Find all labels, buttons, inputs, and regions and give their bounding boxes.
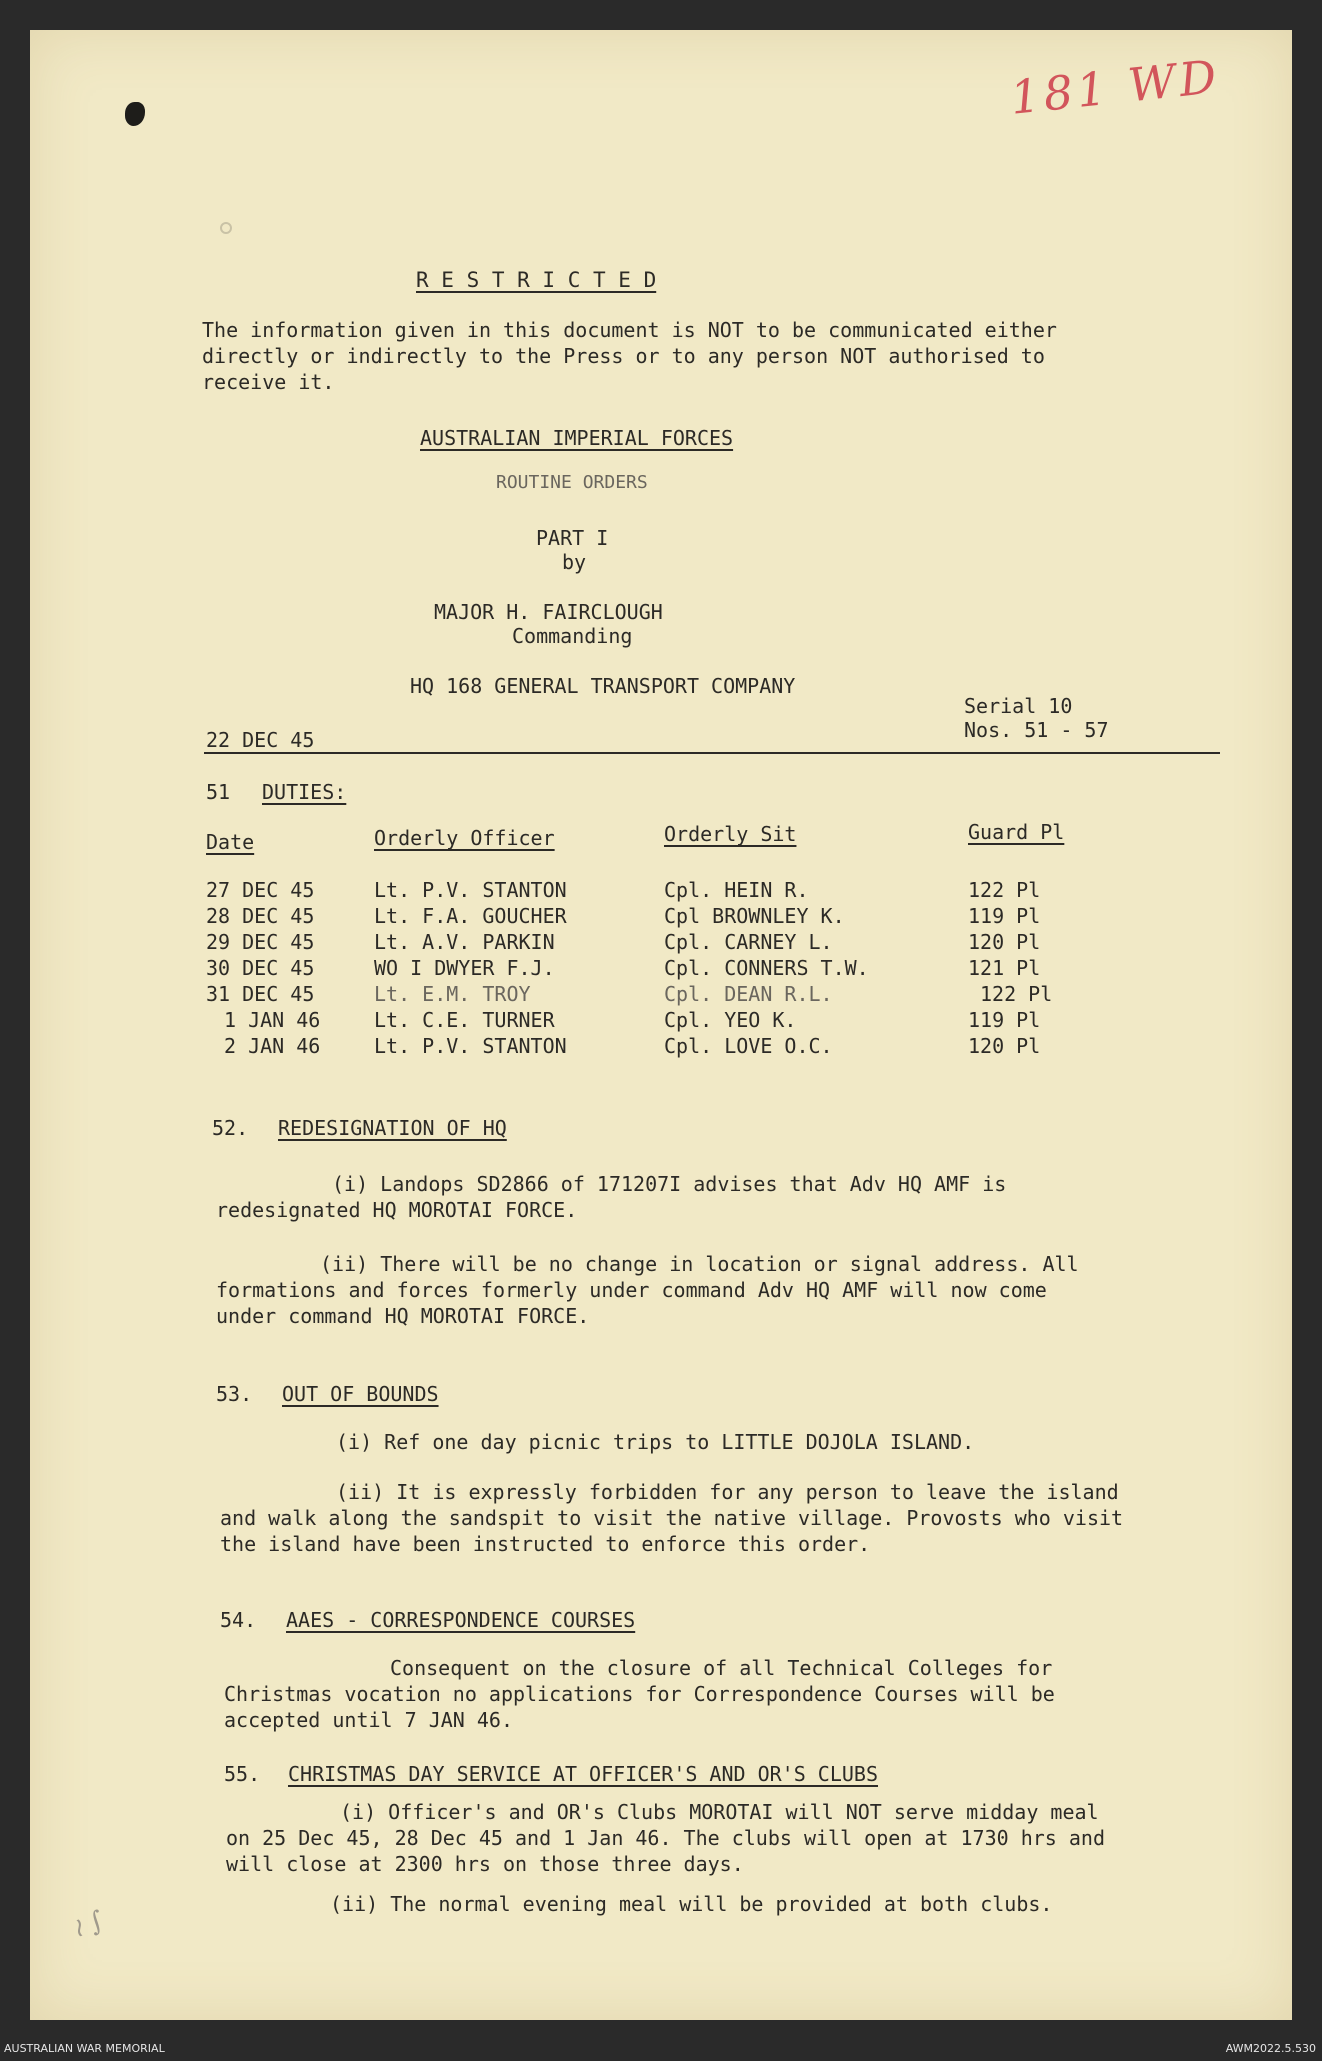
- section-number: 52.: [212, 1116, 249, 1140]
- orders-title: ROUTINE ORDERS: [496, 472, 648, 493]
- col-header-sgt: Orderly Sit: [664, 822, 797, 846]
- notice-line-3: receive it.: [202, 370, 335, 394]
- duty-sgt: Cpl. LOVE O.C.: [664, 1034, 833, 1058]
- section-title-correspondence: AAES - CORRESPONDENCE COURSES: [286, 1608, 636, 1632]
- paragraph-line: redesignated HQ MOROTAI FORCE.: [216, 1198, 578, 1222]
- table-row: [30, 1034, 1292, 1060]
- col-header-date: Date: [206, 830, 255, 854]
- duty-officer: Lt. P.V. STANTON: [374, 878, 567, 902]
- section-number: 55.: [224, 1762, 261, 1786]
- duty-date: 29 DEC 45: [206, 930, 315, 954]
- paragraph-line: accepted until 7 JAN 46.: [224, 1708, 513, 1732]
- footer-accession-number: AWM2022.5.530: [1225, 2042, 1316, 2055]
- duty-guard: 121 Pl: [968, 956, 1041, 980]
- duty-officer: Lt. F.A. GOUCHER: [374, 904, 567, 928]
- notice-line-2: directly or indirectly to the Press or to any person NOT authorised to: [202, 344, 1045, 368]
- duty-sgt: Cpl. CARNEY L.: [664, 930, 833, 954]
- paragraph-line: (i) Ref one day picnic trips to LITTLE DOJOLA ISLAND.: [336, 1430, 975, 1454]
- duty-guard: 122 Pl: [968, 878, 1041, 902]
- section-number: 54.: [220, 1608, 257, 1632]
- paragraph-line: Consequent on the closure of all Technical Colleges for: [390, 1656, 1053, 1680]
- paragraph-line: (i) Landops SD2866 of 171207I advises that Adv HQ AMF is: [332, 1172, 1007, 1196]
- notice-line-1: The information given in this document is NOT to be communicated either: [202, 318, 1057, 342]
- table-row: [30, 956, 1292, 982]
- duty-guard: 119 Pl: [968, 904, 1041, 928]
- paragraph-line: (ii) The normal evening meal will be provided at both clubs.: [330, 1892, 1053, 1916]
- paragraph-line: under command HQ MOROTAI FORCE.: [216, 1304, 590, 1328]
- duty-guard: 120 Pl: [968, 1034, 1041, 1058]
- restricted-heading: R E S T R I C T E D: [416, 268, 657, 292]
- section-title-duties: DUTIES:: [262, 780, 347, 804]
- paragraph-line: (ii) There will be no change in location or signal address. All: [320, 1252, 1079, 1276]
- duty-date: 28 DEC 45: [206, 904, 315, 928]
- duty-sgt: Cpl. CONNERS T.W.: [664, 956, 869, 980]
- serial-number: Serial 10: [964, 694, 1073, 718]
- section-title-out-of-bounds: OUT OF BOUNDS: [282, 1382, 439, 1406]
- duty-guard: 120 Pl: [968, 930, 1041, 954]
- staple-mark: [220, 222, 232, 234]
- duty-date: 27 DEC 45: [206, 878, 315, 902]
- part-label: PART I: [536, 526, 609, 550]
- footer-credit: AUSTRALIAN WAR MEMORIAL: [4, 2042, 165, 2055]
- paragraph-line: and walk along the sandspit to visit the native village. Provosts who visit: [220, 1506, 1124, 1530]
- duty-sgt: Cpl BROWNLEY K.: [664, 904, 845, 928]
- order-numbers: Nos. 51 - 57: [964, 718, 1109, 742]
- org-title: AUSTRALIAN IMPERIAL FORCES: [420, 426, 734, 450]
- duty-guard: 119 Pl: [968, 1008, 1041, 1032]
- commanding-label: Commanding: [512, 624, 633, 648]
- duty-guard: 122 Pl: [980, 982, 1053, 1006]
- duty-officer: Lt. E.M. TROY: [374, 982, 531, 1006]
- unit-name: HQ 168 GENERAL TRANSPORT COMPANY: [410, 674, 796, 698]
- col-header-guard: Guard Pl: [968, 820, 1065, 844]
- table-row: [30, 904, 1292, 930]
- document-page: [30, 30, 1292, 2020]
- pencil-annotation: ≀ ∫: [67, 1905, 108, 1945]
- duty-sgt: Cpl. HEIN R.: [664, 878, 809, 902]
- section-title-redesignation: REDESIGNATION OF HQ: [278, 1116, 507, 1140]
- table-row: [30, 1008, 1292, 1034]
- duty-date: 30 DEC 45: [206, 956, 315, 980]
- punch-hole: [125, 102, 145, 126]
- duty-sgt: Cpl. YEO K.: [664, 1008, 797, 1032]
- duty-officer: WO I DWYER F.J.: [374, 956, 555, 980]
- section-number: 51: [206, 780, 231, 804]
- duty-date: 1 JAN 46: [224, 1008, 321, 1032]
- duty-sgt: Cpl. DEAN R.L.: [664, 982, 833, 1006]
- paragraph-line: Christmas vocation no applications for Correspondence Courses will be: [224, 1682, 1055, 1706]
- commander-name: MAJOR H. FAIRCLOUGH: [434, 600, 663, 624]
- table-row: [30, 878, 1292, 904]
- paragraph-line: on 25 Dec 45, 28 Dec 45 and 1 Jan 46. The clubs will open at 1730 hrs and: [226, 1826, 1105, 1850]
- duty-officer: Lt. C.E. TURNER: [374, 1008, 555, 1032]
- section-title-christmas-service: CHRISTMAS DAY SERVICE AT OFFICER'S AND OR'S CLUBS: [288, 1762, 879, 1786]
- col-header-officer: Orderly Officer: [374, 826, 555, 850]
- paragraph-line: (ii) It is expressly forbidden for any person to leave the island: [336, 1480, 1119, 1504]
- duty-officer: Lt. A.V. PARKIN: [374, 930, 555, 954]
- table-row: [30, 982, 1292, 1008]
- duty-officer: Lt. P.V. STANTON: [374, 1034, 567, 1058]
- header-divider: [204, 752, 1220, 754]
- section-number: 53.: [216, 1382, 253, 1406]
- paragraph-line: (i) Officer's and OR's Clubs MOROTAI will NOT serve midday meal: [340, 1800, 1099, 1824]
- paragraph-line: the island have been instructed to enforce this order.: [220, 1532, 871, 1556]
- paragraph-line: formations and forces formerly under command Adv HQ AMF will now come: [216, 1278, 1047, 1302]
- by-label: by: [562, 550, 587, 574]
- table-row: [30, 930, 1292, 956]
- duty-date: 31 DEC 45: [206, 982, 315, 1006]
- document-date: 22 DEC 45: [206, 728, 315, 752]
- duty-date: 2 JAN 46: [224, 1034, 321, 1058]
- paragraph-line: will close at 2300 hrs on those three days.: [226, 1852, 744, 1876]
- handwritten-reference: 181 WD: [1007, 49, 1223, 125]
